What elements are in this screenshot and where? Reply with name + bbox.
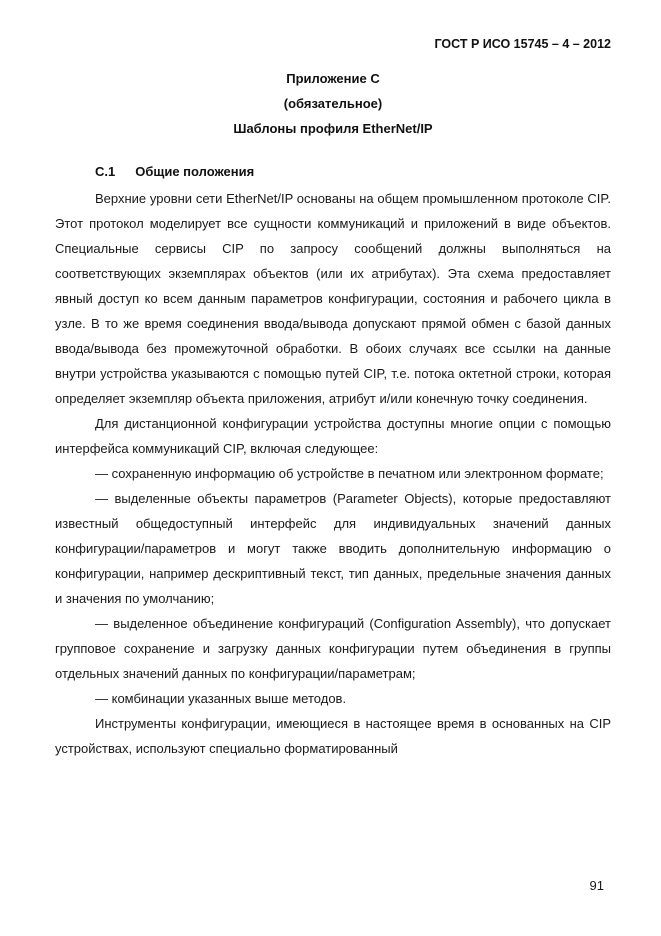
appendix-kind: (обязательное) bbox=[283, 96, 383, 111]
doc-header bbox=[55, 36, 611, 52]
body-text bbox=[55, 186, 611, 761]
section-number: С.1 bbox=[95, 164, 116, 179]
appendix-heading: Приложение С bbox=[286, 71, 380, 86]
list-item-combinations: — комбинации указанных выше методов. bbox=[95, 691, 347, 706]
list-item-configuration-assembly: — выделенное объединение конфигураций (Configuration Assembly), что допускает групповое сохранение и загрузку данных конфигурации путем объединения в группы отдельных значений данных по конфигурации/параметрам; bbox=[55, 616, 611, 681]
page-number: 91 bbox=[589, 878, 604, 893]
paragraph-options-lead: Для дистанционной конфигурации устройства доступны многие опции с помощью интерфейса коммуникаций CIP, включая следующее: bbox=[55, 416, 611, 456]
paragraph-intro: Верхние уровни сети EtherNet/IP основаны на общем промышленном протоколе CIP. Этот протокол моделирует все сущности коммуникаций и приложений в виде объектов. Специальные сервисы CIP по запросу сообщений должны выполняться на соответствующих экземплярах объектов (или их атрибутах). Эта схема предоставляет явный доступ ко всем данным параметров конфигурации, состояния и рабочего цикла в узле. В то же время соединения ввода/вывода допускают прямой обмен с базой данных ввода/вывода без промежуточной обработки. В обоих случаях все ссылки на данные внутри устройства указываются с помощью путей CIP, т.е. потока октетной строки, которая определяет экземпляр объекта приложения, атрибут и/или конечную точку соединения. bbox=[55, 191, 611, 406]
doc-number: ГОСТ Р ИСО 15745 – 4 – 2012 bbox=[434, 37, 611, 51]
section-heading bbox=[55, 159, 611, 184]
appendix-title: Шаблоны профиля EtherNet/IP bbox=[233, 121, 433, 136]
paragraph-tools: Инструменты конфигурации, имеющиеся в настоящее время в основанных на CIP устройствах, используют специально форматированный bbox=[55, 716, 611, 756]
section-title: Общие положения bbox=[135, 164, 255, 179]
list-item-parameter-objects: — выделенные объекты параметров (Parameter Objects), которые предоставляют известный общедоступный интерфейс для индивидуальных значений данных конфигурации/параметров и могут также вводить дополнительную информацию о конфигурации, например дескриптивный текст, тип данных, предельные значения данных и значения по умолчанию; bbox=[55, 491, 611, 606]
list-item-saved-info: — сохраненную информацию об устройстве в печатном или электронном формате; bbox=[95, 466, 604, 481]
